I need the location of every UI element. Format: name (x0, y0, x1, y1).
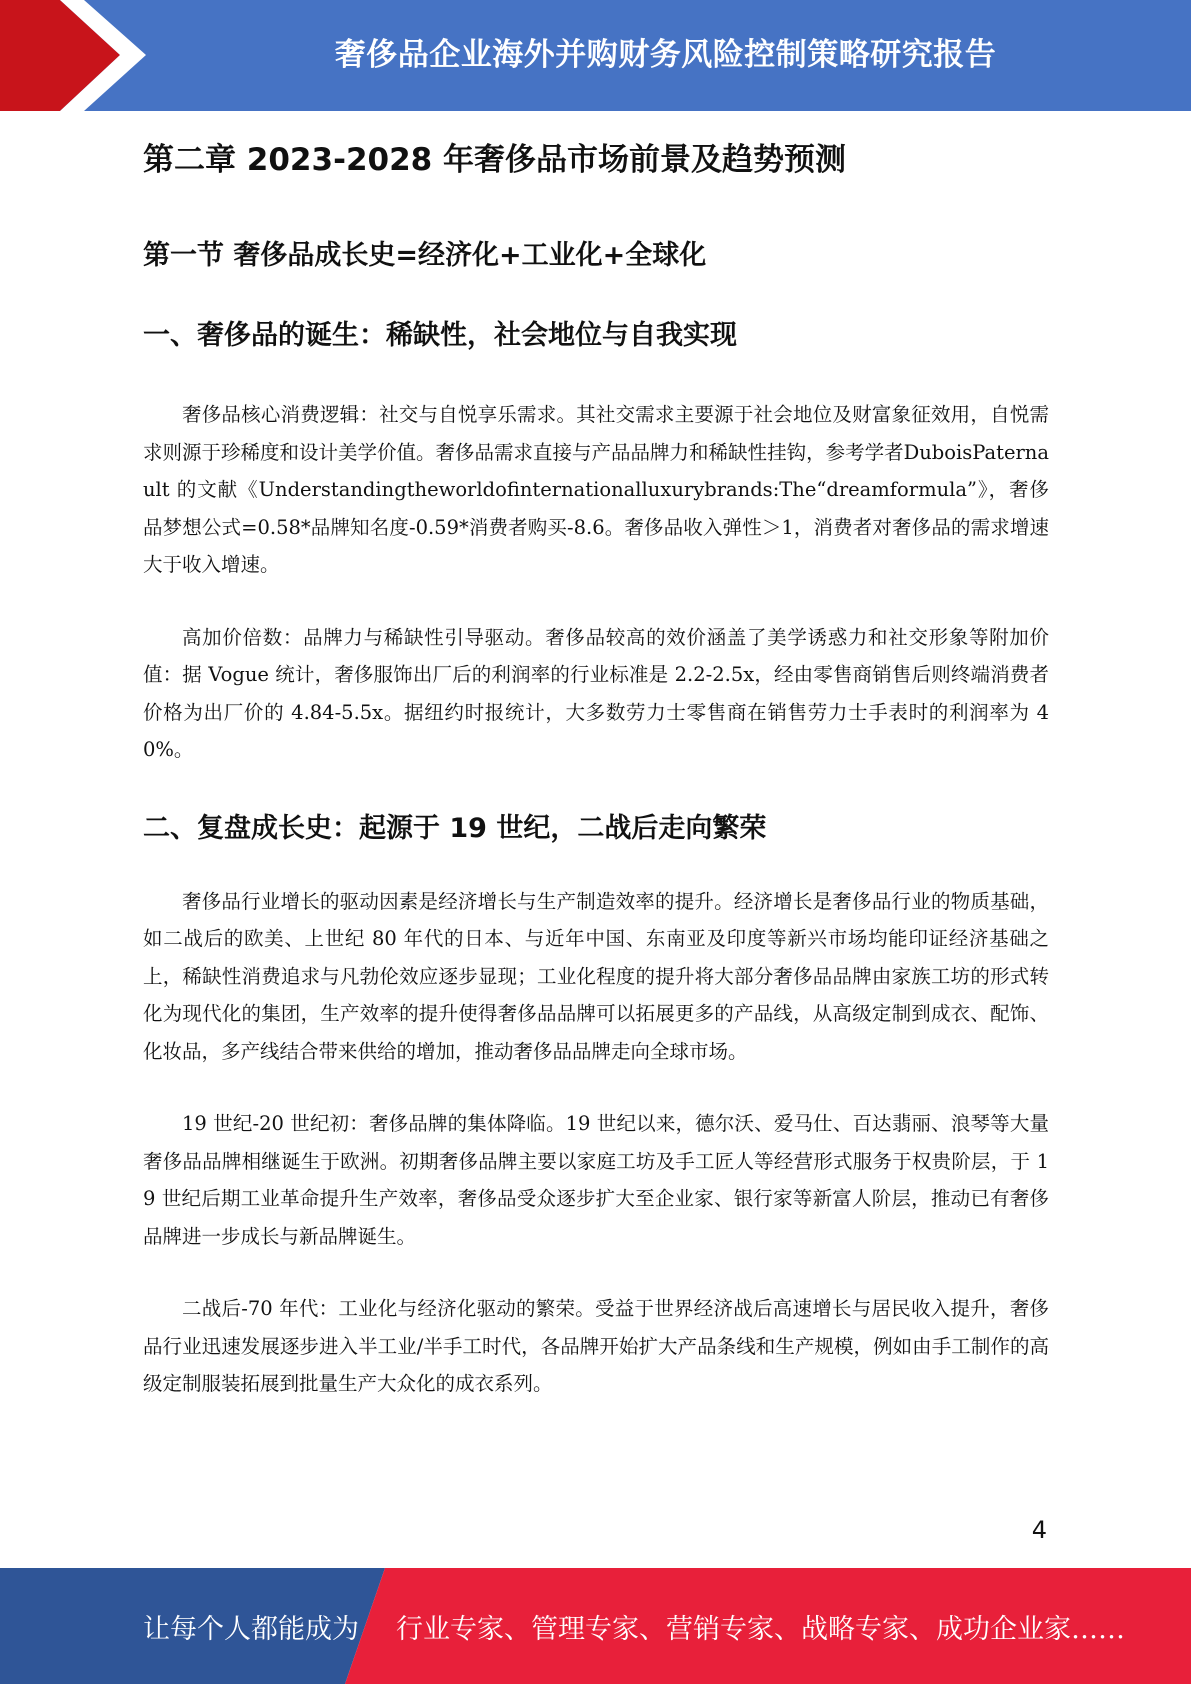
header-arrow-decoration (0, 0, 160, 111)
chapter-title: 第二章 2023-2028 年奢侈品市场前景及趋势预测 (143, 142, 847, 178)
document-body (143, 130, 1049, 1403)
paragraph: 高加价倍数：品牌力与稀缺性引导驱动。奢侈品较高的效价涵盖了美学诱惑力和社交形象等附加价值：据 Vogue 统计，奢侈服饰出厂后的利润率的行业标准是 2.2-2.5x，经由零售商销售后则终端消费者价格为出厂价的 4.84-5.5x。据纽约时报统计，大多数劳力士零售商在销售劳力士手表时的利润率为 40%。 (143, 625, 1049, 761)
subsection-title-2: 二、复盘成长史：起源于 19 世纪，二战后走向繁荣 (143, 812, 767, 844)
section-title: 第一节 奢侈品成长史=经济化+工业化+全球化 (143, 240, 707, 271)
footer-slogan-left: 让每个人都能成为 (143, 1613, 359, 1645)
page-footer (0, 1568, 1191, 1684)
paragraph: 二战后-70 年代：工业化与经济化驱动的繁荣。受益于世界经济战后高速增长与居民收入提升，奢侈品行业迅速发展逐步进入半工业/半手工时代，各品牌开始扩大产品条线和生产规模，例如由手工制作的高级定制服装拓展到批量生产大众化的成衣系列。 (143, 1297, 1049, 1395)
subsection-title-1: 一、奢侈品的诞生：稀缺性，社会地位与自我实现 (143, 320, 737, 351)
footer-slogan-right: 行业专家、管理专家、营销专家、战略专家、成功企业家…… (396, 1613, 1125, 1645)
page-number: 4 (1031, 1516, 1047, 1544)
paragraph: 19 世纪-20 世纪初：奢侈品牌的集体降临。19 世纪以来，德尔沃、爱马仕、百达翡丽、浪琴等大量奢侈品品牌相继诞生于欧洲。初期奢侈品牌主要以家庭工坊及手工匠人等经营形式服务于权贵阶层，于 19 世纪后期工业革命提升生产效率，奢侈品受众逐步扩大至企业家、银行家等新富人阶层，推动已有奢侈品牌进一步成长与新品牌诞生。 (143, 1112, 1049, 1248)
paragraph: 奢侈品行业增长的驱动因素是经济增长与生产制造效率的提升。经济增长是奢侈品行业的物质基础，如二战后的欧美、上世纪 80 年代的日本、与近年中国、东南亚及印度等新兴市场均能印证经济基础之上，稀缺性消费追求与凡勃伦效应逐步显现；工业化程度的提升将大部分奢侈品品牌由家族工坊的形式转化为现代化的集团，生产效率的提升使得奢侈品品牌可以拓展更多的产品线，从高级定制到成衣、配饰、化妆品，多产线结合带来供给的增加，推动奢侈品品牌走向全球市场。 (143, 889, 1049, 1063)
report-title: 奢侈品企业海外并购财务风险控制策略研究报告 (334, 37, 997, 73)
paragraph: 奢侈品核心消费逻辑：社交与自悦享乐需求。其社交需求主要源于社会地位及财富象征效用，自悦需求则源于珍稀度和设计美学价值。奢侈品需求直接与产品品牌力和稀缺性挂钩，参考学者DuboisPaternault 的文献《Understandingtheworldofinternationalluxurybrands:The“dreamformula”》，奢侈品梦想公式=0.58*品牌知名度-0.59*消费者购买-8.6。奢侈品收入弹性＞1，消费者对奢侈品的需求增速大于收入增速。 (143, 403, 1049, 576)
page-header (0, 0, 1191, 111)
